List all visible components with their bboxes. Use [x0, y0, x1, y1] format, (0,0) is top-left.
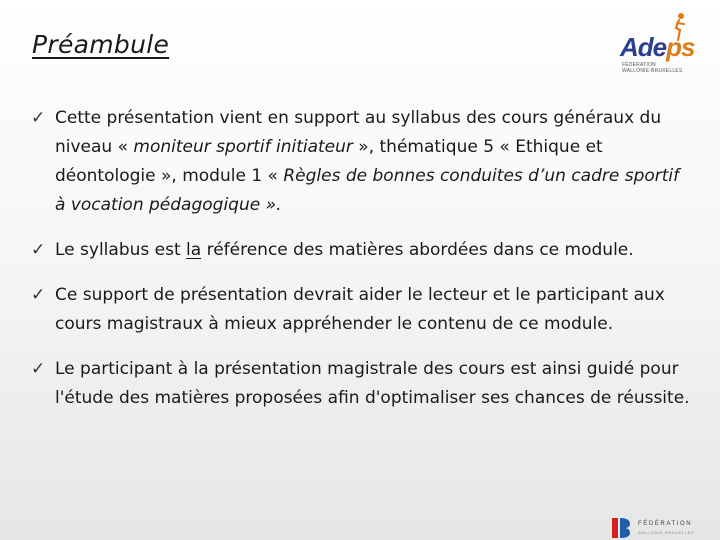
adeps-wordmark-accent: ps	[666, 32, 695, 62]
bullet-text-part: », thématique 5 « Ethique et déontologie », module 1 «	[55, 137, 603, 186]
federation-text: FÉDÉRATION	[638, 521, 693, 527]
bullet-item	[31, 355, 691, 413]
bullet-text-italic: moniteur sportif initiateur	[133, 137, 353, 157]
bullet-text	[55, 108, 679, 215]
bullet-item	[31, 281, 691, 339]
bullet-text: Ce support de présentation devrait aider le lecteur et le participant aux cours magistraux à mieux appréhender le contenu de ce module.	[55, 285, 665, 334]
bullet-item	[31, 236, 691, 265]
bullet-text-part: Cette présentation vient en support au syllabus des cours généraux du niveau «	[55, 108, 662, 157]
slide-title: Préambule	[32, 30, 170, 59]
bullet-text-italic: ».	[260, 195, 282, 215]
adeps-wordmark-main: Ade	[620, 32, 667, 62]
federation-mark-icon	[610, 516, 632, 540]
bullet-text-part: Le syllabus est	[55, 240, 187, 260]
adeps-wordmark	[620, 34, 694, 60]
bullet-text-part: référence des matières abordées dans ce module.	[201, 240, 634, 260]
checkmark-icon: ✓	[31, 240, 46, 260]
adeps-logo	[620, 12, 695, 74]
bullet-list	[31, 104, 691, 429]
bullet-text-italic: Règles de bonnes conduites d’un cadre sportif à vocation pédagogique	[55, 166, 680, 215]
bullet-text	[55, 240, 634, 260]
adeps-subtitle-line2: WALLONIE-BRUXELLES	[622, 68, 683, 74]
checkmark-icon: ✓	[31, 108, 46, 128]
adeps-subtitle	[622, 62, 682, 74]
bullet-item	[31, 104, 691, 220]
bullet-text-underlined: la	[186, 240, 202, 260]
checkmark-icon: ✓	[31, 359, 46, 379]
adeps-subtitle-line1: FÉDÉRATION	[622, 62, 656, 68]
bullet-text: Le participant à la présentation magistrale des cours est ainsi guidé pour l'étude des matières proposées afin d'optimaliser ses chances de réussite.	[55, 359, 690, 408]
checkmark-icon: ✓	[31, 285, 46, 305]
federation-subtext: WALLONIE-BRUXELLES	[638, 530, 695, 535]
federation-logo	[610, 512, 720, 540]
